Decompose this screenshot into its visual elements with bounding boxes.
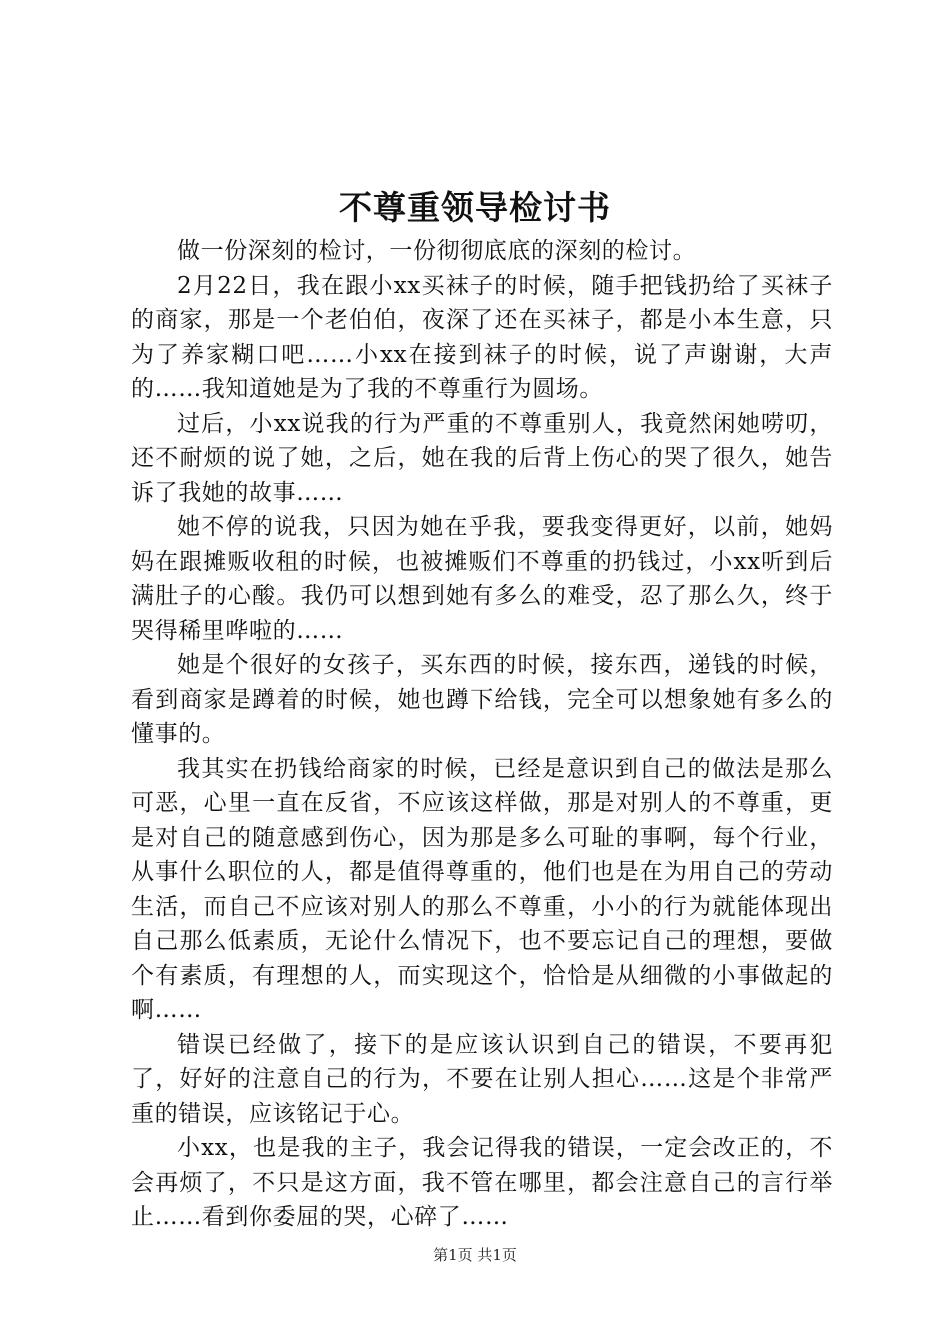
page-number-footer: 第1页 共1页 (433, 1246, 517, 1264)
document-title: 不尊重领导检讨书 (339, 188, 611, 227)
paragraph: 她不停的说我，只因为她在乎我，要我变得更好，以前，她妈妈在跟摊贩收租的时候，也被摊贩们不尊重的扔钱过，小xx听到后满肚子的心酸。我仍可以想到她有多么的难受，忍了那么久，终于哭得稀里哗啦的…… (131, 514, 833, 644)
document-body (131, 234, 833, 1235)
paragraph: 错误已经做了，接下的是应该认识到自己的错误，不要再犯了，好好的注意自己的行为，不要在让别人担心……这是个非常严重的错误，应该铭记于心。 (131, 1031, 833, 1127)
paragraph: 小xx，也是我的主子，我会记得我的错误，一定会改正的，不会再烦了，不只是这方面，我不管在哪里，都会注意自己的言行举止……看到你委屈的哭，心碎了…… (131, 1135, 833, 1230)
paragraph: 做一份深刻的检讨，一份彻彻底底的深刻的检讨。 (177, 238, 697, 264)
paragraph: 过后，小xx说我的行为严重的不尊重别人，我竟然闲她唠叨，还不耐烦的说了她，之后，她在我的后背上伤心的哭了很久，她告诉了我她的故事…… (131, 410, 833, 506)
paragraph: 我其实在扔钱给商家的时候，已经是意识到自己的做法是那么可恶，心里一直在反省，不应该这样做，那是对别人的不尊重，更是对自己的随意感到伤心，因为那是多么可耻的事啊，每个行业，从事什么职位的人，都是值得尊重的，他们也是在为用自己的劳动生活，而自己不应该对别人的那么不尊重，小小的行为就能体现出自己那么低素质，无论什么情况下，也不要忘记自己的理想，要做个有素质，有理想的人，而实现这个，恰恰是从细微的小事做起的啊…… (131, 755, 833, 1023)
paragraph: 她是个很好的女孩子，买东西的时候，接东西，递钱的时候，看到商家是蹲着的时候，她也蹲下给钱，完全可以想象她有多么的懂事的。 (131, 652, 833, 747)
paragraph: 2月22日，我在跟小xx买袜子的时候，随手把钱扔给了买袜子的商家，那是一个老伯伯，夜深了还在买袜子，都是小本生意，只为了养家糊口吧……小xx在接到袜子的时候，说了声谢谢，大声的……我知道她是为了我的不尊重行为圆场。 (131, 272, 833, 402)
